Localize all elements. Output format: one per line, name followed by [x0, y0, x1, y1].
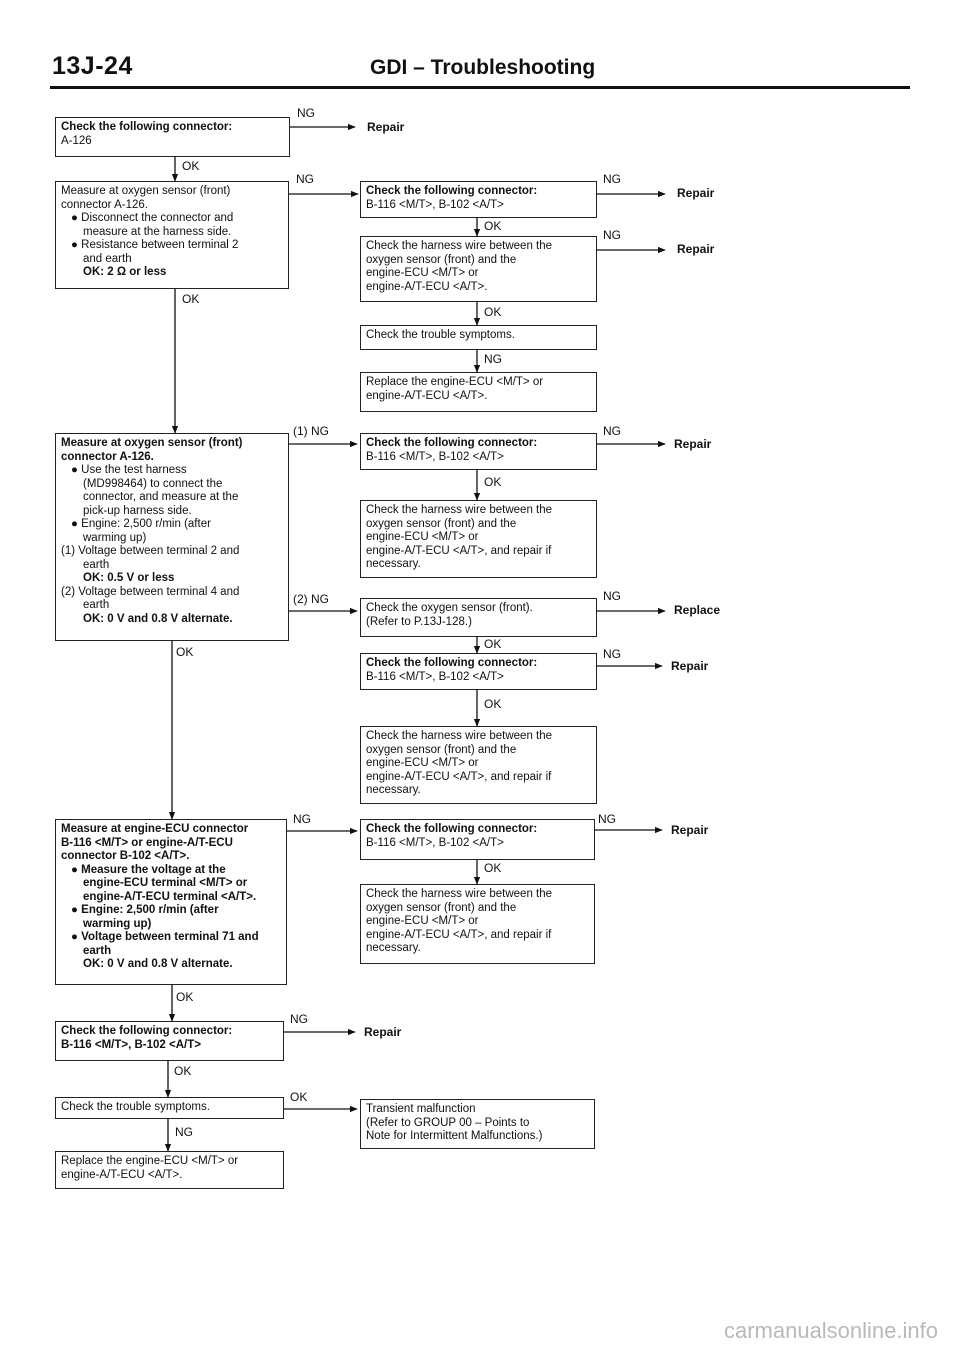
box-measure-ecu-connector: Measure at engine-ECU connector B-116 <M/T> or engine-A/T-ECU connector B-102 <A/T>. ● Measure the voltage at the engine-ECU terminal <M/T> or engine-A/T-ECU terminal <A/T>. ● Engine: 2,500 r/min (after warming up) ● Voltage between terminal 71 and earth OK: 0 V and 0.8 V alternate.	[55, 819, 287, 985]
box-check-connector-b116-1: Check the following connector: B-116 <M/T>, B-102 <A/T>	[360, 181, 597, 218]
label-ng-1: (1) NG	[293, 424, 329, 438]
label-ng: NG	[296, 172, 314, 186]
box-check-connector-b116-left: Check the following connector: B-116 <M/T>, B-102 <A/T>	[55, 1021, 284, 1061]
label-ng: NG	[603, 172, 621, 186]
label-ng: NG	[290, 1012, 308, 1026]
label-replace: Replace	[674, 603, 721, 617]
label-ok: OK	[484, 697, 502, 711]
box-check-connector-b116-2: Check the following connector: B-116 <M/T>, B-102 <A/T>	[360, 433, 597, 470]
label-ok: OK	[484, 637, 502, 651]
label-repair: Repair	[671, 823, 709, 837]
box-check-connector-b116-4: Check the following connector: B-116 <M/T>, B-102 <A/T>	[360, 819, 595, 860]
box-check-connector-b116-3: Check the following connector: B-116 <M/T>, B-102 <A/T>	[360, 653, 597, 690]
box-replace-ecu-left: Replace the engine-ECU <M/T> or engine-A/T-ECU <A/T>.	[55, 1151, 284, 1189]
box-replace-ecu-right: Replace the engine-ECU <M/T> or engine-A/T-ECU <A/T>.	[360, 372, 597, 412]
label-ok: OK	[182, 292, 200, 306]
label-ng: NG	[297, 106, 315, 120]
label-ok: OK	[176, 645, 194, 659]
label-ng: NG	[603, 647, 621, 661]
box-transient-malfunction: Transient malfunction (Refer to GROUP 00 – Points to Note for Intermittent Malfunctions.)	[360, 1099, 595, 1149]
page-title: GDI – Troubleshooting	[370, 56, 596, 79]
label-ok: OK	[484, 219, 502, 233]
label-ok: OK	[174, 1064, 192, 1078]
label-ng-2: (2) NG	[293, 592, 329, 606]
box-measure-resistance: Measure at oxygen sensor (front) connector A-126. ● Disconnect the connector and measure at the harness side. ● Resistance between terminal 2 and earth OK: 2 Ω or less	[55, 181, 289, 289]
page-number: 13J-24	[52, 52, 133, 80]
box-check-connector-a126: Check the following connector: A-126	[55, 117, 290, 157]
box-check-harness-2: Check the harness wire between the oxygen sensor (front) and the engine-ECU <M/T> or engine-A/T-ECU <A/T>, and repair if necessary.	[360, 500, 597, 578]
label-repair: Repair	[364, 1025, 402, 1039]
label-ng: NG	[603, 589, 621, 603]
label-ok: OK	[484, 475, 502, 489]
label-ok: OK	[484, 861, 502, 875]
label-ng: NG	[603, 228, 621, 242]
label-ok: OK	[484, 305, 502, 319]
box-check-trouble-symptoms-left: Check the trouble symptoms.	[55, 1097, 284, 1119]
box-check-oxygen-sensor: Check the oxygen sensor (front). (Refer to P.13J-128.)	[360, 598, 597, 637]
box-check-trouble-symptoms-right: Check the trouble symptoms.	[360, 325, 597, 350]
label-repair: Repair	[367, 120, 405, 134]
label-repair: Repair	[677, 242, 715, 256]
label-ng: NG	[603, 424, 621, 438]
label-ok: OK	[290, 1090, 308, 1104]
label-ok: OK	[176, 990, 194, 1004]
label-ok: OK	[182, 159, 200, 173]
box-check-harness-4: Check the harness wire between the oxygen sensor (front) and the engine-ECU <M/T> or engine-A/T-ECU <A/T>, and repair if necessary.	[360, 884, 595, 964]
label-ng: NG	[598, 812, 616, 826]
box-check-harness-1: Check the harness wire between the oxygen sensor (front) and the engine-ECU <M/T> or engine-A/T-ECU <A/T>.	[360, 236, 597, 302]
box-check-harness-3: Check the harness wire between the oxygen sensor (front) and the engine-ECU <M/T> or engine-A/T-ECU <A/T>, and repair if necessary.	[360, 726, 597, 804]
watermark: carmanualsonline.info	[723, 1318, 938, 1343]
label-repair: Repair	[671, 659, 709, 673]
label-repair: Repair	[677, 186, 715, 200]
label-ng: NG	[293, 812, 311, 826]
label-repair: Repair	[674, 437, 712, 451]
label-ng: NG	[175, 1125, 193, 1139]
label-ng: NG	[484, 352, 502, 366]
box-measure-voltage-sensor: Measure at oxygen sensor (front) connector A-126. ● Use the test harness (MD998464) to connect the connector, and measure at the pick-up harness side. ● Engine: 2,500 r/min (after warming up) (1) Voltage between terminal 2 and earth OK: 0.5 V or less (2) Voltage between terminal 4 and earth OK: 0 V and 0.8 V alternate.	[55, 433, 289, 641]
